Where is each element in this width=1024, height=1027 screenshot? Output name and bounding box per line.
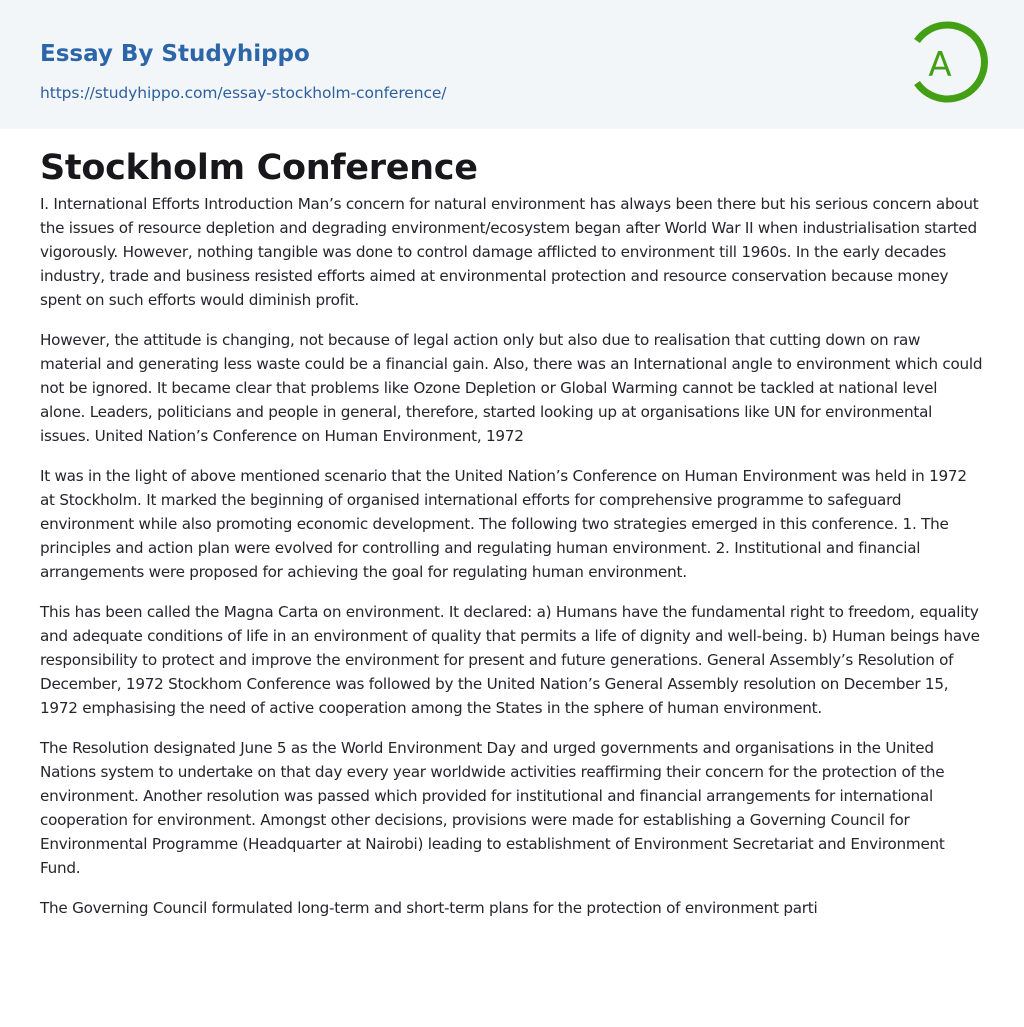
article-paragraph: The Governing Council formulated long-term and short-term plans for the protection of environment parti [40,899,818,917]
essay-url-link[interactable]: https://studyhippo.com/essay-stockholm-conference/ [40,84,447,102]
article-paragraph: It was in the light of above mentioned scenario that the United Nation’s Conference on Human Environment was held in 1972 at Stockholm. It marked the beginning of organised international efforts for comprehensive programme to safeguard environment while also promoting economic development. The following two strategies emerged in this conference. 1. The principles and action plan were evolved for controlling and regulating human environment. 2. Institutional and financial arrangements were proposed for achieving the goal for regulating human environment. [40,467,967,581]
site-brand: Essay By Studyhippo [40,41,310,67]
article-paragraph: The Resolution designated June 5 as the World Environment Day and urged governments and organisations in the United Nations system to undertake on that day every year worldwide activities reaffirming their concern for the protection of the environment. Another resolution was passed which provided for institutional and financial arrangements for international cooperation for environment. Amongst other decisions, provisions were made for establishing a Governing Council for Environmental Programme (Headquarter at Nairobi) leading to establishment of Environment Secretariat and Environment Fund. [40,739,945,877]
studyhippo-a-logo-icon[interactable] [904,18,990,106]
logo-letter: A [928,45,952,85]
article [0,148,1024,920]
article-paragraph: This has been called the Magna Carta on environment. It declared: a) Humans have the fundamental right to freedom, equality and adequate conditions of life in an environment of quality that permits a life of dignity and well-being. b) Human beings have responsibility to protect and improve the environment for present and future generations. General Assembly’s Resolution of December, 1972 Stockhom Conference was followed by the United Nation’s General Assembly resolution on December 15, 1972 emphasising the need of active cooperation among the States in the sphere of human environment. [40,603,980,717]
page-header [0,0,1024,129]
article-paragraph: I. International Efforts Introduction Man’s concern for natural environment has always been there but his serious concern about the issues of resource depletion and degrading environment/ecosystem began after World War II when industrialisation started vigorously. However, nothing tangible was done to control damage afflicted to environment till 1960s. In the early decades industry, trade and business resisted efforts aimed at environmental protection and resource conservation because money spent on such efforts would diminish profit. [40,195,979,309]
article-paragraph: However, the attitude is changing, not because of legal action only but also due to realisation that cutting down on raw material and generating less waste could be a financial gain. Also, there was an International angle to environment which could not be ignored. It became clear that problems like Ozone Depletion or Global Warming cannot be tackled at national level alone. Leaders, politicians and people in general, therefore, started looking up at organisations like UN for environmental issues. United Nation’s Conference on Human Environment, 1972 [40,331,983,445]
article-title: Stockholm Conference [40,148,478,188]
